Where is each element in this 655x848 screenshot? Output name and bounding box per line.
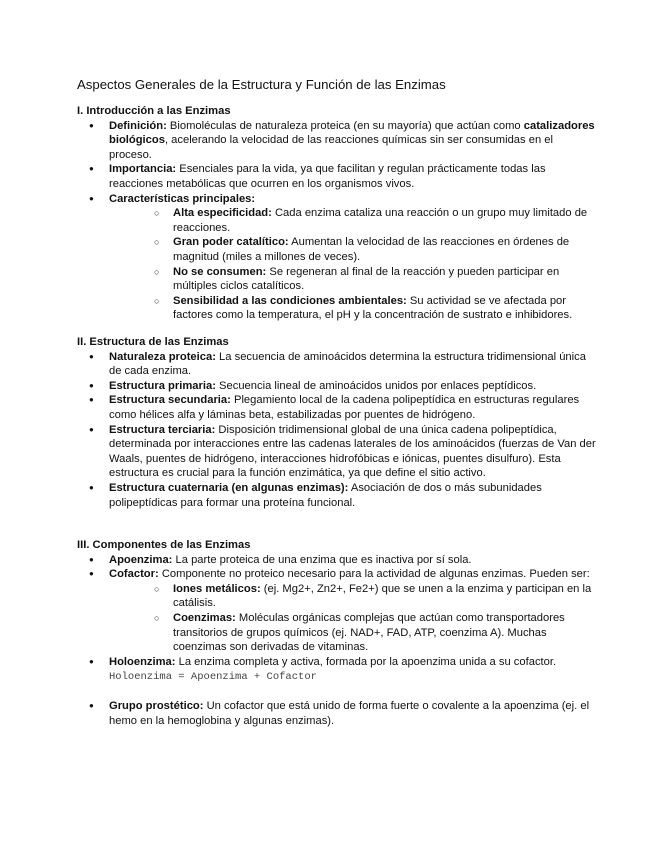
item-label: Importancia: [109, 163, 177, 176]
item-label: Grupo prostético: [109, 699, 204, 712]
list-item [77, 567, 597, 655]
list-item [77, 655, 597, 685]
item-text: Secuencia lineal de aminoácidos unidos por enlaces peptídicos. [215, 379, 537, 392]
bullet-list [77, 553, 597, 729]
sub-list [109, 582, 597, 655]
item-text: Aumentan la velocidad de las reacciones en órdenes de magnitud (miles a millones de veces). [173, 236, 570, 263]
sub-list [109, 206, 597, 323]
formula-code: Holoenzima = Apoenzima + Cofactor [109, 671, 317, 684]
item-text: Cada enzima cataliza una reacción o un grupo muy limitado de reacciones. [173, 207, 588, 234]
item-label: Estructura primaria: [109, 379, 216, 392]
item-label: Estructura terciaria: [109, 423, 216, 436]
item-label: No se consumen: [173, 265, 267, 278]
item-text: Moléculas orgánicas complejas que actúan como transportadores transitorios de grupos químicos (ej. NAD+, FAD, ATP, coenzima A). Muchas coenzimas son derivadas de vitaminas. [173, 611, 565, 654]
list-item [77, 162, 597, 191]
section-estructura [77, 335, 597, 510]
item-label: Alta especificidad: [173, 207, 272, 220]
list-item [77, 379, 597, 394]
list-item [77, 481, 597, 510]
item-text: Disposición tridimensional global de una única cadena polipeptídica, determinada por interacciones entre las cadenas laterales de los aminoácidos (fuerzas de Van der Waals, puentes de hidrógeno, interacciones hidrofóbicas e iónicas, puentes disulfuro). Esta estructura es crucial para la función enzimática, ya que define el sitio activo. [109, 423, 596, 480]
section-introduccion [77, 104, 597, 323]
item-text: (ej. Mg2+, Zn2+, Fe2+) que se unen a la enzima y participan en la catálisis. [173, 582, 592, 610]
sub-list-item [109, 206, 597, 235]
item-text: Su actividad se ve afectada por factores como la temperatura, el pH y la concentración de sustrato e inhibidores. [173, 294, 573, 322]
item-label: Gran poder catalítico: [173, 236, 289, 249]
list-item [77, 350, 597, 379]
item-text: La secuencia de aminoácidos determina la estructura tridimensional única de cada enzima. [109, 350, 586, 378]
section-heading: II. Estructura de las Enzimas [77, 336, 229, 348]
item-text: Un cofactor que está unido de forma fuerte o covalente a la apoenzima (ej. el hemo en la hemoglobina y algunas enzimas). [109, 699, 590, 727]
sub-list-item [109, 235, 597, 264]
item-text: Esenciales para la vida, ya que facilitan y regulan prácticamente todas las reacciones metabólicas que ocurren en los organismos vivos. [109, 163, 546, 190]
item-label: Coenzimas: [173, 611, 236, 624]
item-label: Características principales: [109, 192, 256, 205]
bullet-list [77, 119, 597, 323]
list-item [77, 192, 597, 323]
list-item [77, 699, 597, 728]
item-emphasis: catalizadores biológicos [109, 119, 595, 147]
item-text: , acelerando la velocidad de las reacciones químicas sin ser consumidas en el proceso. [109, 134, 553, 161]
section-heading: III. Componentes de las Enzimas [77, 539, 251, 551]
section-componentes [77, 538, 597, 728]
bullet-list [77, 350, 597, 511]
item-label: Estructura secundaria: [109, 394, 231, 407]
sub-list-item [109, 611, 597, 655]
item-text: Componente no proteico necesario para la actividad de algunas enzimas. Pueden ser: [158, 568, 590, 581]
document-title: Aspectos Generales de la Estructura y Función de las Enzimas [77, 77, 446, 92]
item-text: Se regeneran al final de la reacción y pueden participar en múltiples ciclos catalíticos. [173, 265, 560, 293]
list-item [77, 119, 597, 163]
sub-list-item [109, 582, 597, 611]
item-text: Biomoléculas de naturaleza proteica (en su mayoría) que actúan como [166, 119, 524, 132]
item-label: Apoenzima: [109, 553, 173, 566]
sub-list-item [109, 265, 597, 294]
list-item [77, 553, 597, 568]
item-label: Holoenzima: [109, 655, 176, 668]
sub-list-item [109, 294, 597, 323]
section-heading: I. Introducción a las Enzimas [77, 105, 231, 117]
list-item [77, 423, 597, 481]
item-text: Asociación de dos o más subunidades polipeptídicas para formar una proteína funcional. [109, 481, 542, 509]
item-label: Cofactor: [109, 568, 159, 581]
item-text: La enzima completa y activa, formada por la apoenzima unida a su cofactor. [175, 655, 557, 668]
item-label: Naturaleza proteica: [109, 350, 216, 363]
item-text: La parte proteica de una enzima que es inactiva por sí sola. [172, 553, 472, 566]
item-label: Estructura cuaternaria (en algunas enzimas): [109, 481, 349, 494]
item-label: Iones metálicos: [173, 582, 261, 595]
list-item [77, 393, 597, 422]
item-label: Sensibilidad a las condiciones ambientales: [173, 294, 407, 307]
item-label: Definición: [109, 119, 167, 132]
item-text: Plegamiento local de la cadena polipeptídica en estructuras regulares como hélices alfa y láminas beta, estabilizadas por puentes de hidrógeno. [109, 394, 580, 421]
